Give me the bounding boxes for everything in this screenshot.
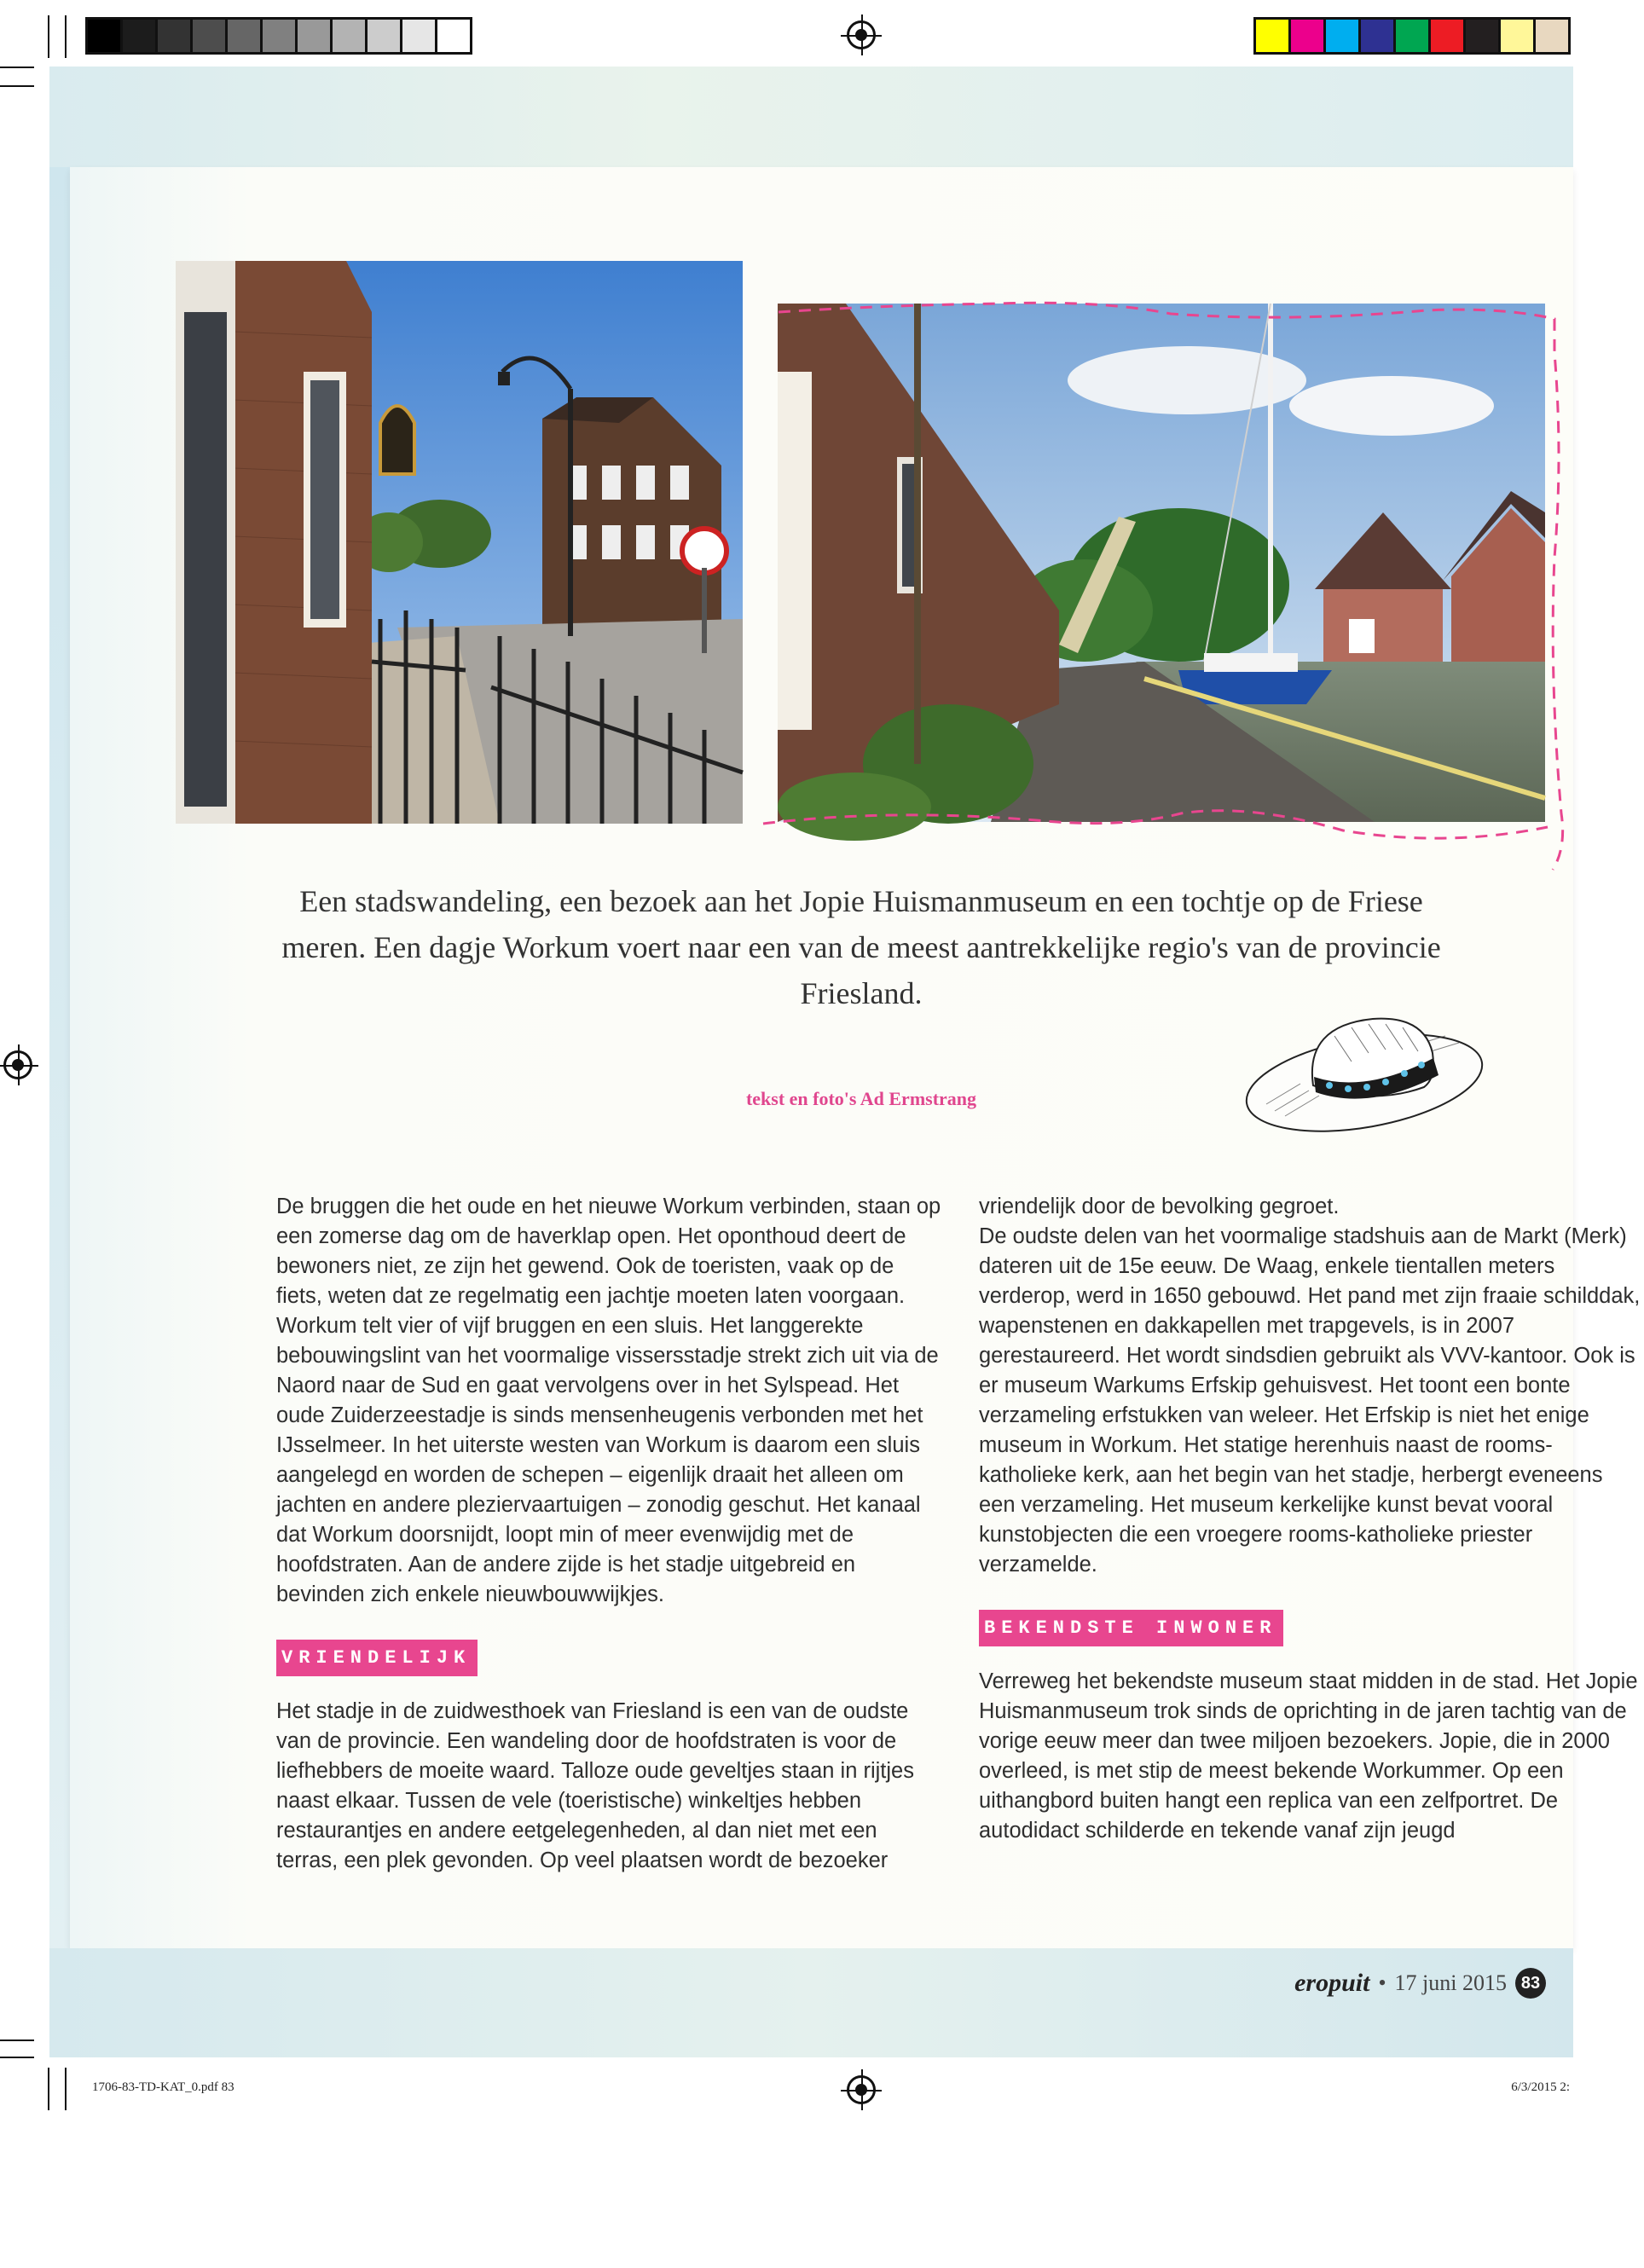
grayscale-color-bar (85, 17, 472, 55)
article-column-2 (979, 1192, 1644, 1846)
gray-swatch (298, 20, 333, 52)
color-swatch (1501, 20, 1536, 52)
gray-swatch (368, 20, 402, 52)
sun-hat-illustration (1241, 1002, 1488, 1138)
trim-mark (0, 85, 34, 87)
trim-mark (65, 2068, 67, 2110)
trim-mark (65, 15, 67, 58)
gray-swatch (437, 20, 470, 52)
article-lead: Een stadswandeling, een bezoek aan het Jopie Huismanmuseum en een tochtje op de Friese meren. Een dagje Workum voert naar een van de meest aantrekkelijke regio's van de provincie Friesland. (281, 884, 1441, 1010)
page-header-band (49, 67, 1573, 167)
dashed-frame-decoration (763, 278, 1573, 858)
section-subhead: VRIENDELIJK (276, 1640, 478, 1676)
trim-mark (0, 67, 34, 68)
file-slug: 1706-83-TD-KAT_0.pdf 83 (92, 2080, 234, 2094)
page-footer (1294, 1968, 1546, 1999)
color-swatch (1326, 20, 1361, 52)
footer-separator: • (1378, 1970, 1386, 1995)
trim-mark (0, 2039, 34, 2041)
paragraph: vriendelijk door de bevolking gegroet. (979, 1195, 1340, 1218)
trim-mark (48, 2068, 49, 2110)
gray-swatch (228, 20, 263, 52)
paragraph: Workum telt vier of vijf bruggen en een sluis. Het langgerekte bebouwingslint van het voormalige vissersstadje strekt zich uit via de Naord naar de Sud en gaat vervolgens over in het Sylspead. Het oude Zuiderzeestadje is sinds mensenheugenis verbonden met het IJsselmeer. In het uiterste westen van Workum is daarom een sluis aangelegd en worden de schepen – eigenlijk draait het alleen om jachten en andere pleziervaartuigen – zonodig geschut. Het kanaal dat Workum doorsnijdt, loopt min of meer evenwijdig met de hoofdstraten. Aan de andere zijde is het stadje uitgebreid en bevinden zich enkele nieuwbouwwijkjes. (276, 1314, 939, 1606)
trim-mark (0, 2057, 34, 2058)
gray-swatch (88, 20, 123, 52)
registration-mark-icon (847, 20, 876, 49)
gray-swatch (193, 20, 228, 52)
color-swatch (1466, 20, 1501, 52)
gray-swatch (402, 20, 437, 52)
color-swatch (1396, 20, 1431, 52)
section-subhead: BEKENDSTE INWONER (979, 1610, 1283, 1646)
paragraph: Verreweg het bekendste museum staat midden in de stad. Het Jopie Huismanmuseum trok sinds de oprichting in de jaren tachtig van de vorige eeuw meer dan twee miljoen bezoekers. Jopie, die in 2000 overleed, is met stip de meest bekende Workummer. Op een uithangbord buiten hangt een replica van een zelfportret. De autodidact schilderde en tekende vanaf zijn jeugd (979, 1669, 1638, 1843)
paragraph: Het stadje in de zuidwesthoek van Friesland is een van de oudste van de provincie. Een wandeling door de hoofdstraten is voor de liefhebbers de moeite waard. Talloze oude geveltjes staan in rijtjes naast elkaar. Tussen de vele (toeristische) winkeltjes hebben restaurantjes en andere eetgelegenheden, al dan niet met een terras, een plek gevonden. Op veel plaatsen wordt de bezoeker (276, 1699, 914, 1872)
page-number: 83 (1515, 1968, 1546, 1999)
color-swatch (1291, 20, 1326, 52)
color-swatch (1536, 20, 1568, 52)
timestamp-slug: 6/3/2015 2: (1511, 2080, 1570, 2094)
registration-mark-icon (847, 2075, 876, 2104)
registration-mark-icon (3, 1050, 32, 1079)
page-footer-band (49, 1948, 1573, 2057)
magazine-brand: eropuit (1294, 1969, 1370, 1997)
paragraph: De bruggen die het oude en het nieuwe Workum verbinden, staan op een zomerse dag om de haverklap open. Het oponthoud deert de bewoners niet, ze zijn het gewend. Ook de toeristen, vaak op de fiets, weten dat ze regelmatig een jachtje moeten laten voorgaan. (276, 1195, 941, 1308)
article-column-1 (276, 1192, 941, 1876)
gray-swatch (333, 20, 368, 52)
issue-date: 17 juni 2015 (1394, 1970, 1507, 1995)
gray-swatch (158, 20, 193, 52)
page-left-band (49, 167, 70, 1948)
byline: tekst en foto's Ad Ermstrang (745, 1088, 977, 1109)
color-swatch (1431, 20, 1466, 52)
trim-mark (48, 15, 49, 58)
gray-swatch (123, 20, 158, 52)
street-photo-illustration (176, 261, 743, 824)
color-swatch (1256, 20, 1291, 52)
color-swatch (1361, 20, 1396, 52)
street-photo (176, 261, 743, 824)
gray-swatch (263, 20, 298, 52)
process-color-bar (1253, 17, 1571, 55)
paragraph: De oudste delen van het voormalige stadshuis aan de Markt (Merk) dateren uit de 15e eeuw. De Waag, enkele tientallen meters verderop, werd in 1650 gebouwd. Het pand met zijn fraaie schilddak, wapenstenen en dakkapellen met trapgevels, is in 2007 gerestaureerd. Het wordt sindsdien gebruikt als VVV-kantoor. Ook is er museum Warkums Erfskip gehuisvest. Het toont een bonte verzameling erfstukken van weleer. Het Erfskip is niet het enige museum in Workum. Het statige herenhuis naast de rooms-katholieke kerk, aan het begin van het stadje, herbergt eveneens een verzameling. Het museum kerkelijke kunst bevat vooral kunstobjecten die een vroegere rooms-katholieke priester verzamelde. (979, 1224, 1641, 1577)
